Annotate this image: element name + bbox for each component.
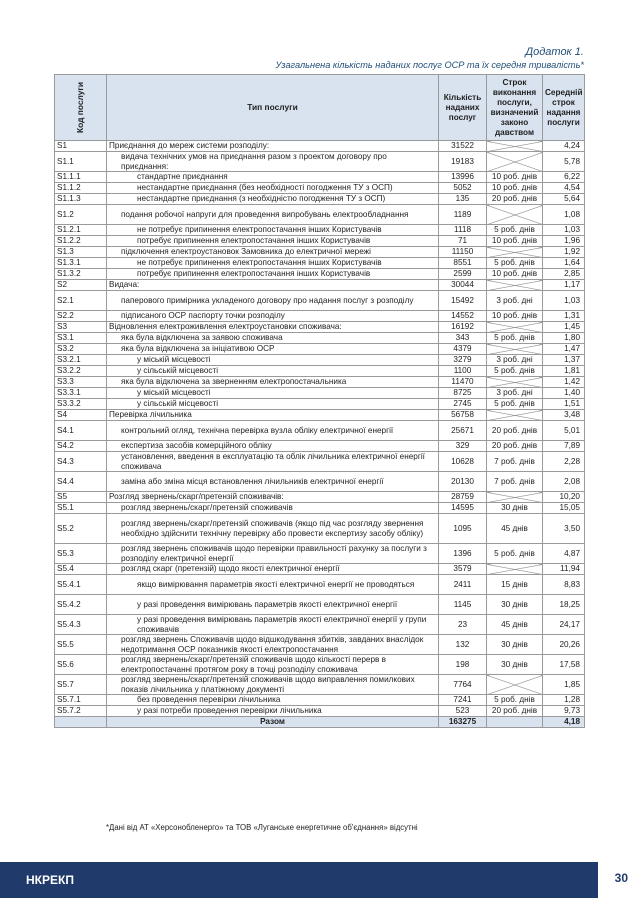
column-header-name: Тип послуги — [107, 75, 439, 141]
table-row — [55, 280, 585, 291]
table-row — [55, 492, 585, 503]
cell-code: S5.4.1 — [55, 575, 107, 595]
cell-term — [487, 247, 543, 258]
cell-term: 10 роб. днів — [487, 172, 543, 183]
cell-term: 20 роб. днів — [487, 706, 543, 717]
cell-term: 10 роб. днів — [487, 236, 543, 247]
cell-code: S1.3 — [55, 247, 107, 258]
table-row — [55, 399, 585, 410]
table-row — [55, 258, 585, 269]
cell-count: 1118 — [439, 225, 487, 236]
cell-term: 10 роб. днів — [487, 269, 543, 280]
cell-term: 30 днів — [487, 655, 543, 675]
cell-count: 2745 — [439, 399, 487, 410]
table-row — [55, 544, 585, 564]
cell-service-type: Розгляд звернень/скарг/претензій споживачів: — [107, 492, 439, 503]
cell-term — [487, 280, 543, 291]
cell-code: S5.7 — [55, 675, 107, 695]
cell-count: 30044 — [439, 280, 487, 291]
cell-service-type: у міській місцевості — [107, 355, 439, 366]
cell-average: 1,45 — [543, 322, 585, 333]
table-row — [55, 311, 585, 322]
cell-service-type: Перевірка лічильника — [107, 410, 439, 421]
table-row — [55, 706, 585, 717]
cell-code: S1.1 — [55, 152, 107, 172]
table-row — [55, 595, 585, 615]
cell-service-type: нестандартне приєднання (без необхідності погодження ТУ з ОСП) — [107, 183, 439, 194]
cell-average: 1,92 — [543, 247, 585, 258]
cell-service-type: стандартне приєднання — [107, 172, 439, 183]
table-caption: Узагальнена кількість наданих послуг ОСР та їх середня тривалість* — [275, 60, 584, 70]
cell-code: S5.2 — [55, 514, 107, 544]
cell-term: 30 днів — [487, 595, 543, 615]
cell-term — [487, 377, 543, 388]
cell-average: 11,94 — [543, 564, 585, 575]
cell-service-type: не потребує припинення електропостачання інших Користувачів — [107, 225, 439, 236]
cell-average: 5,01 — [543, 421, 585, 441]
table-row — [55, 377, 585, 388]
cell-average: 10,20 — [543, 492, 585, 503]
cell-code: S2.2 — [55, 311, 107, 322]
cell-code: S5.4.3 — [55, 615, 107, 635]
cell-term — [487, 410, 543, 421]
cell-code: S5.6 — [55, 655, 107, 675]
cell-term — [487, 564, 543, 575]
cell-service-type: яка була відключена за заявою споживача — [107, 333, 439, 344]
table-row — [55, 355, 585, 366]
table-row — [55, 225, 585, 236]
cell-code: S3.1 — [55, 333, 107, 344]
cell-code: S5.1 — [55, 503, 107, 514]
cell-term: 20 роб. днів — [487, 421, 543, 441]
cell-count: 14595 — [439, 503, 487, 514]
cell-count: 8551 — [439, 258, 487, 269]
cell-average: 3,48 — [543, 410, 585, 421]
cell-service-type: підключення електроустановок Замовника до електричної мережі — [107, 247, 439, 258]
cell-count: 14552 — [439, 311, 487, 322]
cell-term — [487, 141, 543, 152]
cell-code: S4.3 — [55, 452, 107, 472]
cell-term: 30 днів — [487, 503, 543, 514]
page-number: 30 — [614, 871, 628, 885]
services-table — [54, 74, 585, 728]
column-header-average: Середній строк надання послуги — [543, 75, 585, 141]
cell-count: 1100 — [439, 366, 487, 377]
cell-code: S2 — [55, 280, 107, 291]
cell-term: 10 роб. днів — [487, 183, 543, 194]
cell-count: 23 — [439, 615, 487, 635]
cell-term: 7 роб. днів — [487, 472, 543, 492]
table-row — [55, 421, 585, 441]
table-row — [55, 333, 585, 344]
table-row — [55, 503, 585, 514]
cell-term — [487, 322, 543, 333]
cell-service-type: Відновлення електроживлення електроустановки споживача: — [107, 322, 439, 333]
cell-service-type: якщо вимірювання параметрів якості електричної енергії не проводяться — [107, 575, 439, 595]
cell-service-type: контрольний огляд, технічна перевірка вузла обліку електричної енергії — [107, 421, 439, 441]
cell-average: 1,37 — [543, 355, 585, 366]
cell-average: 17,58 — [543, 655, 585, 675]
table-row — [55, 575, 585, 595]
cell-code: S5.5 — [55, 635, 107, 655]
cell-service-type: розгляд скарг (претензій) щодо якості електричної енергії — [107, 564, 439, 575]
cell-term: 10 роб. днів — [487, 311, 543, 322]
cell-count: 15492 — [439, 291, 487, 311]
cell-term: 45 днів — [487, 615, 543, 635]
table-row — [55, 514, 585, 544]
cell-average: 1,47 — [543, 344, 585, 355]
cell-code: S5.3 — [55, 544, 107, 564]
cell-count: 10628 — [439, 452, 487, 472]
cell-average: 15,05 — [543, 503, 585, 514]
cell-code: S4 — [55, 410, 107, 421]
cell-term: 3 роб. дні — [487, 291, 543, 311]
cell-service-type: у міській місцевості — [107, 388, 439, 399]
footnote: *Дані від АТ «Херсонобленерго» та ТОВ «Луганське енергетичне об'єднання» відсутні — [106, 823, 418, 832]
table-row — [55, 152, 585, 172]
cell-average: 1,42 — [543, 377, 585, 388]
cell-average: 2,85 — [543, 269, 585, 280]
cell-code: S5.7.1 — [55, 695, 107, 706]
cell-term: 3 роб. дні — [487, 388, 543, 399]
cell-service-type: розгляд звернень/скарг/претензій споживачів щодо виправлення помилкових показів лічильника у платіжному документі — [107, 675, 439, 695]
cell-service-type: потребує припинення електропостачання інших Користувачів — [107, 269, 439, 280]
cell-count: 132 — [439, 635, 487, 655]
cell-code: S1.1.1 — [55, 172, 107, 183]
cell-service-type: Приєднання до мереж системи розподілу: — [107, 141, 439, 152]
cell-average: 4,87 — [543, 544, 585, 564]
cell-code: S5 — [55, 492, 107, 503]
cell-service-type: видача технічних умов на приєднання разом з проектом договору про приєднання: — [107, 152, 439, 172]
cell-average: 8,83 — [543, 575, 585, 595]
cell-count: 11150 — [439, 247, 487, 258]
table-row — [55, 675, 585, 695]
column-header-term: Строк виконання послуги, визначений законо давством — [487, 75, 543, 141]
cell-term: 20 роб. днів — [487, 194, 543, 205]
table-row — [55, 452, 585, 472]
table-row — [55, 322, 585, 333]
cell-service-type: підписаного ОСР паспорту точки розподілу — [107, 311, 439, 322]
cell-service-type: яка була відключена за ініціативою ОСР — [107, 344, 439, 355]
cell-term: 20 роб. днів — [487, 441, 543, 452]
cell-term: 5 роб. днів — [487, 333, 543, 344]
cell-term: 5 роб. днів — [487, 399, 543, 410]
cell-average: 6,22 — [543, 172, 585, 183]
cell-code: S4.2 — [55, 441, 107, 452]
table-row — [55, 269, 585, 280]
cell-average: 9,73 — [543, 706, 585, 717]
table-row — [55, 635, 585, 655]
cell-count: 1189 — [439, 205, 487, 225]
table-row — [55, 410, 585, 421]
cell-code: S1 — [55, 141, 107, 152]
table-row — [55, 615, 585, 635]
cell-term: 30 днів — [487, 635, 543, 655]
cell-service-type: Видача: — [107, 280, 439, 291]
cell-code: S1.3.2 — [55, 269, 107, 280]
cell-service-type: потребує припинення електропостачання інших Користувачів — [107, 236, 439, 247]
cell-code: S4.4 — [55, 472, 107, 492]
cell-count: 135 — [439, 194, 487, 205]
cell-service-type: паперового примірника укладеного договору про надання послуг з розподілу — [107, 291, 439, 311]
cell-term: 5 роб. днів — [487, 258, 543, 269]
cell-service-type: розгляд звернень Споживачів щодо відшкодування збитків, завданих внаслідок недотримання ОСР показників якості електропостачання — [107, 635, 439, 655]
table-row — [55, 236, 585, 247]
cell-average: 1,17 — [543, 280, 585, 291]
cell-count: 5052 — [439, 183, 487, 194]
cell-code: S4.1 — [55, 421, 107, 441]
table-row — [55, 344, 585, 355]
cell-average: 2,28 — [543, 452, 585, 472]
cell-code: S1.2.1 — [55, 225, 107, 236]
cell-count: 28759 — [439, 492, 487, 503]
cell-service-type: розгляд звернень/скарг/претензій споживачів — [107, 503, 439, 514]
cell-service-type: яка була відключена за зверненням електропостачальника — [107, 377, 439, 388]
cell-service-type: розгляд звернень/скарг/претензій споживачів щодо кількості перерв в електропостачанні протягом року в точці розподілу споживача — [107, 655, 439, 675]
cell-service-type: у сільській місцевості — [107, 399, 439, 410]
table-row — [55, 366, 585, 377]
cell-term — [487, 152, 543, 172]
table-row — [55, 247, 585, 258]
cell-count: 1095 — [439, 514, 487, 544]
cell-term: 5 роб. днів — [487, 695, 543, 706]
cell-average: 1,28 — [543, 695, 585, 706]
cell-code: S1.3.1 — [55, 258, 107, 269]
total-average: 4,18 — [543, 717, 585, 728]
cell-service-type: розгляд звернень споживачів щодо перевірки правильності рахунку за послуги з розподілу електричної енергії — [107, 544, 439, 564]
cell-average: 1,64 — [543, 258, 585, 269]
cell-term: 5 роб. днів — [487, 544, 543, 564]
table-row — [55, 564, 585, 575]
cell-term — [487, 717, 543, 728]
cell-average: 1,85 — [543, 675, 585, 695]
cell-count: 20130 — [439, 472, 487, 492]
total-label: Разом — [107, 717, 439, 728]
cell-term: 5 роб. днів — [487, 225, 543, 236]
cell-code: S3.2.1 — [55, 355, 107, 366]
cell-count: 11470 — [439, 377, 487, 388]
cell-service-type: розгляд звернень/скарг/претензій споживачів (якщо під час розгляду звернення необхідно здійснити технічну перевірку або провести експертизу засобу обліку) — [107, 514, 439, 544]
cell-count: 1145 — [439, 595, 487, 615]
cell-count: 25671 — [439, 421, 487, 441]
cell-count: 198 — [439, 655, 487, 675]
cell-count: 16192 — [439, 322, 487, 333]
footer-bar — [0, 862, 598, 898]
cell-code: S3.2 — [55, 344, 107, 355]
cell-count: 8725 — [439, 388, 487, 399]
table-row — [55, 472, 585, 492]
cell-count: 3579 — [439, 564, 487, 575]
cell-code: S3.3.2 — [55, 399, 107, 410]
cell-average: 1,31 — [543, 311, 585, 322]
cell-code: S5.7.2 — [55, 706, 107, 717]
cell-average: 1,40 — [543, 388, 585, 399]
cell-average: 3,50 — [543, 514, 585, 544]
cell-term: 3 роб. дні — [487, 355, 543, 366]
cell-count: 56758 — [439, 410, 487, 421]
cell-code: S3.3 — [55, 377, 107, 388]
cell-count: 19183 — [439, 152, 487, 172]
cell-code: S5.4 — [55, 564, 107, 575]
table-row — [55, 291, 585, 311]
cell-term: 15 днів — [487, 575, 543, 595]
cell-count: 3279 — [439, 355, 487, 366]
cell-code: S3.3.1 — [55, 388, 107, 399]
cell-term — [487, 492, 543, 503]
cell-average: 5,78 — [543, 152, 585, 172]
cell-term: 5 роб. днів — [487, 366, 543, 377]
cell-average: 4,54 — [543, 183, 585, 194]
cell-count: 2411 — [439, 575, 487, 595]
cell-count: 329 — [439, 441, 487, 452]
cell-average: 1,03 — [543, 291, 585, 311]
cell-count: 2599 — [439, 269, 487, 280]
cell-average: 1,51 — [543, 399, 585, 410]
cell-code: S1.2.2 — [55, 236, 107, 247]
cell-service-type: без проведення перевірки лічильника — [107, 695, 439, 706]
table-row — [55, 388, 585, 399]
cell-count: 13996 — [439, 172, 487, 183]
cell-average: 1,08 — [543, 205, 585, 225]
table-row — [55, 194, 585, 205]
cell-service-type: не потребує припинення електропостачання інших Користувачів — [107, 258, 439, 269]
table-row — [55, 695, 585, 706]
cell-service-type: у сільській місцевості — [107, 366, 439, 377]
table-row — [55, 655, 585, 675]
cell-average: 1,81 — [543, 366, 585, 377]
cell-count: 523 — [439, 706, 487, 717]
cell-count: 31522 — [439, 141, 487, 152]
cell-average: 24,17 — [543, 615, 585, 635]
footer-label: НКРЕКП — [26, 873, 74, 887]
cell-service-type: у разі проведення вимірювань параметрів якості електричної енергії у групи споживачів — [107, 615, 439, 635]
cell-count: 343 — [439, 333, 487, 344]
table-row — [55, 183, 585, 194]
column-header-code: Код послуги — [55, 75, 107, 141]
cell-service-type: нестандартне приєднання (з необхідністю погодження ТУ з ОСП) — [107, 194, 439, 205]
cell-term — [487, 344, 543, 355]
cell-count: 1396 — [439, 544, 487, 564]
cell-code: S2.1 — [55, 291, 107, 311]
cell-code: S1.2 — [55, 205, 107, 225]
cell-term: 45 днів — [487, 514, 543, 544]
cell-service-type: подання робочої напруги для проведення випробувань електрообладнання — [107, 205, 439, 225]
cell-code: S1.1.3 — [55, 194, 107, 205]
cell-code: S3 — [55, 322, 107, 333]
cell-average: 1,96 — [543, 236, 585, 247]
cell-term — [487, 675, 543, 695]
table-row — [55, 172, 585, 183]
total-row — [55, 717, 585, 728]
cell-code: S1.1.2 — [55, 183, 107, 194]
cell-average: 4,24 — [543, 141, 585, 152]
table-row — [55, 141, 585, 152]
table-row — [55, 441, 585, 452]
appendix-label: Додаток 1. — [525, 46, 584, 58]
cell-count: 7764 — [439, 675, 487, 695]
table-body — [55, 141, 585, 728]
cell-service-type: у разі потреби проведення перевірки лічильника — [107, 706, 439, 717]
cell-code — [55, 717, 107, 728]
column-header-count: Кількість наданих послуг — [439, 75, 487, 141]
cell-average: 5,64 — [543, 194, 585, 205]
cell-count: 4379 — [439, 344, 487, 355]
cell-count: 7241 — [439, 695, 487, 706]
cell-average: 7,89 — [543, 441, 585, 452]
cell-average: 1,03 — [543, 225, 585, 236]
cell-service-type: експертиза засобів комерційного обліку — [107, 441, 439, 452]
total-count: 163275 — [439, 717, 487, 728]
cell-code: S3.2.2 — [55, 366, 107, 377]
cell-code: S5.4.2 — [55, 595, 107, 615]
cell-average: 18,25 — [543, 595, 585, 615]
cell-average: 1,80 — [543, 333, 585, 344]
cell-service-type: заміна або зміна місця встановлення лічильників електричної енергії — [107, 472, 439, 492]
cell-term: 7 роб. днів — [487, 452, 543, 472]
cell-average: 2,08 — [543, 472, 585, 492]
cell-term — [487, 205, 543, 225]
cell-service-type: установлення, введення в експлуатацію та облік лічильника електричної енергії споживача — [107, 452, 439, 472]
table-row — [55, 205, 585, 225]
cell-average: 20,26 — [543, 635, 585, 655]
cell-count: 71 — [439, 236, 487, 247]
cell-service-type: у разі проведення вимірювань параметрів якості електричної енергії — [107, 595, 439, 615]
